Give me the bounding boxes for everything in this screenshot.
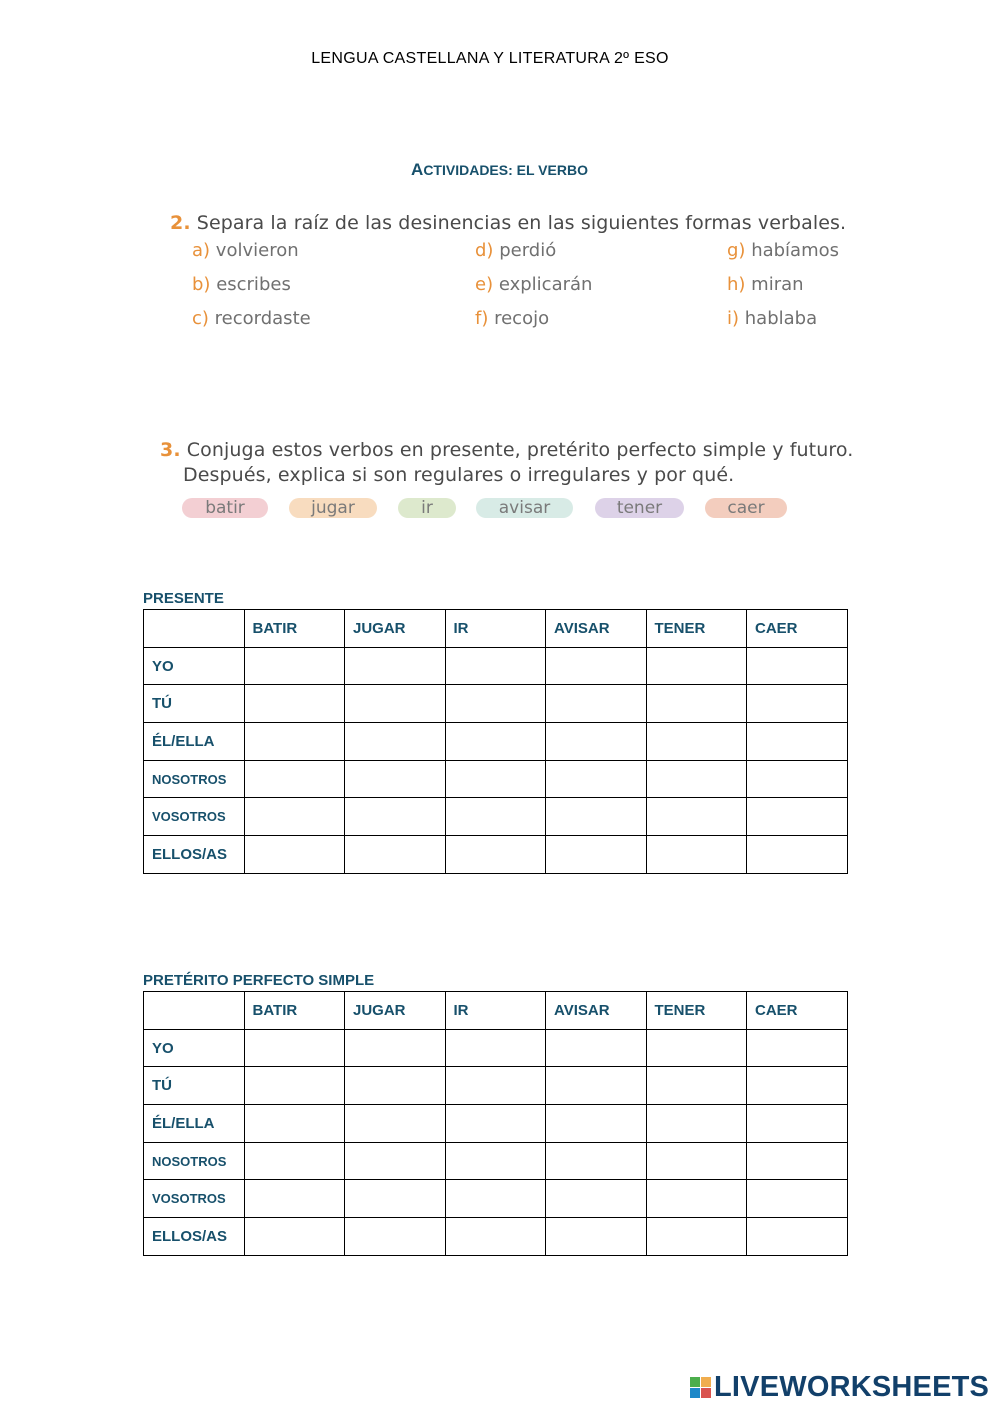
table-row	[144, 723, 848, 761]
answer-cell[interactable]	[445, 836, 546, 874]
answer-cell[interactable]	[244, 1105, 345, 1143]
answer-cell[interactable]	[646, 1180, 747, 1218]
header-cell: BATIR	[244, 610, 345, 648]
title-rest: CTIVIDADES: EL VERBO	[423, 162, 588, 178]
answer-cell[interactable]	[345, 723, 446, 761]
answer-cell[interactable]	[747, 1180, 848, 1218]
answer-cell[interactable]	[345, 685, 446, 723]
header-cell: JUGAR	[345, 992, 446, 1030]
answer-cell[interactable]	[546, 723, 647, 761]
exercise-2-item-f: f) recojo	[475, 308, 550, 329]
answer-cell[interactable]	[546, 836, 647, 874]
answer-cell[interactable]	[646, 760, 747, 798]
answer-cell[interactable]	[546, 1218, 647, 1256]
answer-cell[interactable]	[546, 1067, 647, 1105]
answer-cell[interactable]	[445, 1067, 546, 1105]
verb-pill-jugar: jugar	[289, 498, 377, 518]
table-preterito-perfecto-simple	[143, 991, 848, 1256]
answer-cell[interactable]	[546, 685, 647, 723]
answer-cell[interactable]	[747, 1105, 848, 1143]
verb-pill-ir: ir	[398, 498, 456, 518]
exercise-2-item-a: a) volvieron	[192, 240, 299, 261]
title-initial: A	[411, 160, 424, 179]
verb-pill-avisar: avisar	[476, 498, 573, 518]
answer-cell[interactable]	[646, 1105, 747, 1143]
header-cell: CAER	[747, 992, 848, 1030]
answer-cell[interactable]	[345, 1067, 446, 1105]
answer-cell[interactable]	[244, 685, 345, 723]
exercise-2-item-c: c) recordaste	[192, 308, 311, 329]
answer-cell[interactable]	[345, 1180, 446, 1218]
exercise-2-item-g: g) habíamos	[727, 240, 840, 261]
answer-cell[interactable]	[445, 1218, 546, 1256]
answer-cell[interactable]	[445, 723, 546, 761]
answer-cell[interactable]	[244, 836, 345, 874]
header-cell: IR	[445, 610, 546, 648]
table-row	[144, 647, 848, 685]
answer-cell[interactable]	[345, 647, 446, 685]
table-row	[144, 1142, 848, 1180]
exercise-3-number: 3.	[160, 439, 181, 461]
exercise-2	[170, 212, 870, 350]
answer-cell[interactable]	[345, 798, 446, 836]
answer-cell[interactable]	[244, 1029, 345, 1067]
exercise-2-item-d: d) perdió	[475, 240, 557, 261]
table-title-presente: PRESENTE	[143, 590, 224, 607]
liveworksheets-logo-text: LIVEWORKSHEETS	[714, 1370, 990, 1403]
exercise-2-text: Separa la raíz de las desinencias en las siguientes formas verbales.	[196, 212, 847, 234]
page-header: LENGUA CASTELLANA Y LITERATURA 2º ESO	[311, 50, 669, 67]
answer-cell[interactable]	[747, 1067, 848, 1105]
answer-cell[interactable]	[445, 1029, 546, 1067]
answer-cell[interactable]	[646, 1029, 747, 1067]
header-cell: BATIR	[244, 992, 345, 1030]
answer-cell[interactable]	[244, 1218, 345, 1256]
answer-cell[interactable]	[546, 647, 647, 685]
answer-cell[interactable]	[646, 836, 747, 874]
answer-cell[interactable]	[445, 647, 546, 685]
exercise-2-item-i: i) hablaba	[727, 308, 818, 329]
row-label: TÚ	[144, 685, 245, 723]
answer-cell[interactable]	[646, 685, 747, 723]
answer-cell[interactable]	[546, 798, 647, 836]
table-row	[144, 1067, 848, 1105]
table-presente	[143, 609, 848, 874]
answer-cell[interactable]	[244, 647, 345, 685]
verb-pills	[160, 498, 860, 522]
answer-cell[interactable]	[244, 760, 345, 798]
table-row	[144, 836, 848, 874]
header-cell-blank	[144, 610, 245, 648]
answer-cell[interactable]	[646, 1142, 747, 1180]
answer-cell[interactable]	[244, 798, 345, 836]
header-cell: IR	[445, 992, 546, 1030]
answer-cell[interactable]	[747, 1029, 848, 1067]
answer-cell[interactable]	[546, 1105, 647, 1143]
answer-cell[interactable]	[244, 1142, 345, 1180]
row-label: ELLOS/AS	[144, 836, 245, 874]
table-row	[144, 798, 848, 836]
answer-cell[interactable]	[546, 760, 647, 798]
table-header-row	[144, 992, 848, 1030]
answer-cell[interactable]	[445, 1142, 546, 1180]
row-label: ÉL/ELLA	[144, 723, 245, 761]
answer-cell[interactable]	[244, 1180, 345, 1218]
row-label: TÚ	[144, 1067, 245, 1105]
exercise-2-number: 2.	[170, 212, 191, 234]
answer-cell[interactable]	[345, 836, 446, 874]
answer-cell[interactable]	[345, 1105, 446, 1143]
answer-cell[interactable]	[345, 1142, 446, 1180]
table-row	[144, 1180, 848, 1218]
exercise-3-line-2: Después, explica si son regulares o irregulares y por qué.	[183, 464, 735, 486]
liveworksheets-logo-icon	[690, 1377, 711, 1398]
exercise-2-item-b: b) escribes	[192, 274, 291, 295]
answer-cell[interactable]	[445, 760, 546, 798]
table-row	[144, 1218, 848, 1256]
answer-cell[interactable]	[646, 1067, 747, 1105]
answer-cell[interactable]	[747, 1142, 848, 1180]
answer-cell[interactable]	[445, 1180, 546, 1218]
exercise-2-statement	[170, 212, 870, 234]
verb-pill-tener: tener	[595, 498, 684, 518]
header-cell: AVISAR	[546, 992, 647, 1030]
liveworksheets-logo	[690, 1372, 989, 1402]
answer-cell[interactable]	[345, 1218, 446, 1256]
answer-cell[interactable]	[747, 723, 848, 761]
answer-cell[interactable]	[445, 1105, 546, 1143]
exercise-3	[160, 438, 860, 522]
header-cell: AVISAR	[546, 610, 647, 648]
row-label: VOSOTROS	[144, 1180, 245, 1218]
row-label: NOSOTROS	[144, 760, 245, 798]
row-label: ELLOS/AS	[144, 1218, 245, 1256]
answer-cell[interactable]	[546, 1180, 647, 1218]
table-row	[144, 1029, 848, 1067]
row-label: ÉL/ELLA	[144, 1105, 245, 1143]
row-label: YO	[144, 1029, 245, 1067]
exercise-3-statement	[160, 438, 860, 488]
header-cell: JUGAR	[345, 610, 446, 648]
table-row	[144, 1105, 848, 1143]
page-title	[0, 160, 999, 180]
verb-pill-batir: batir	[182, 498, 268, 518]
exercise-2-items	[170, 240, 870, 350]
answer-cell[interactable]	[345, 1029, 446, 1067]
answer-cell[interactable]	[445, 798, 546, 836]
answer-cell[interactable]	[747, 760, 848, 798]
header-cell: CAER	[747, 610, 848, 648]
answer-cell[interactable]	[747, 836, 848, 874]
answer-cell[interactable]	[546, 1142, 647, 1180]
answer-cell[interactable]	[646, 647, 747, 685]
answer-cell[interactable]	[646, 1218, 747, 1256]
exercise-2-item-h: h) miran	[727, 274, 804, 295]
answer-cell[interactable]	[345, 760, 446, 798]
header-cell: TENER	[646, 610, 747, 648]
exercise-2-item-e: e) explicarán	[475, 274, 593, 295]
answer-cell[interactable]	[445, 685, 546, 723]
answer-cell[interactable]	[244, 723, 345, 761]
row-label: NOSOTROS	[144, 1142, 245, 1180]
answer-cell[interactable]	[244, 1067, 345, 1105]
row-label: YO	[144, 647, 245, 685]
exercise-3-line-1: 3. Conjuga estos verbos en presente, pretérito perfecto simple y futuro.	[160, 439, 854, 461]
answer-cell[interactable]	[747, 798, 848, 836]
answer-cell[interactable]	[646, 798, 747, 836]
answer-cell[interactable]	[747, 647, 848, 685]
answer-cell[interactable]	[747, 685, 848, 723]
row-label: VOSOTROS	[144, 798, 245, 836]
table-row	[144, 760, 848, 798]
table-row	[144, 685, 848, 723]
verb-pill-caer: caer	[705, 498, 787, 518]
table-header-row	[144, 610, 848, 648]
answer-cell[interactable]	[747, 1218, 848, 1256]
header-cell: TENER	[646, 992, 747, 1030]
answer-cell[interactable]	[646, 723, 747, 761]
header-cell-blank	[144, 992, 245, 1030]
table-title-preterito: PRETÉRITO PERFECTO SIMPLE	[143, 972, 375, 989]
answer-cell[interactable]	[546, 1029, 647, 1067]
